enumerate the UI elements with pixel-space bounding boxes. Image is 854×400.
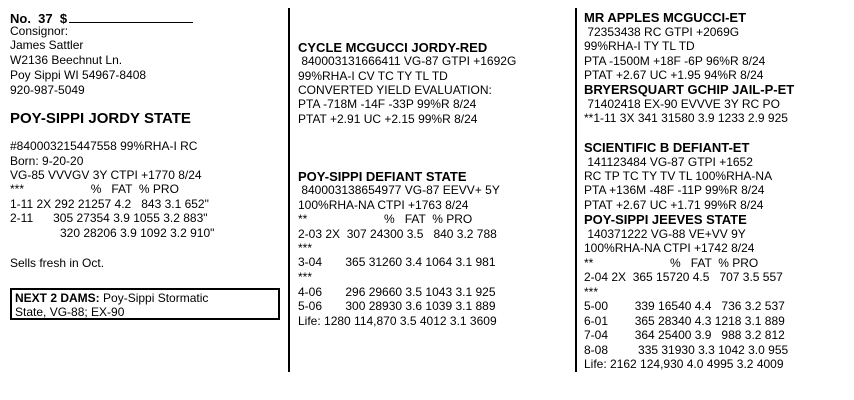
cow-birthdate: Born: 9-20-20 — [10, 154, 84, 168]
cow-name: POY-SIPPI JORDY STATE — [10, 110, 191, 127]
cow-registration: #840003215447558 99%RHA-I RC — [10, 139, 198, 153]
next-dams-box — [10, 288, 280, 320]
dam-record-row: 4-06 296 29660 3.5 1043 3.1 925 — [298, 285, 496, 299]
granddam-record-row: 5-00 339 16540 4.4 736 3.2 537 — [584, 299, 785, 313]
sire-line: PTAT +2.91 UC +2.15 99%R 8/24 — [298, 112, 478, 126]
price-blank — [69, 11, 193, 23]
next-dams-line-1 — [15, 292, 208, 305]
granddam-record-row: 7-04 364 25400 3.9 988 3.2 812 — [584, 328, 785, 342]
dam-record-row: 2-03 2X 307 24300 3.5 840 3.2 788 — [298, 227, 497, 241]
paternal-grandsire-line: 72353438 RC GTPI +2069G — [584, 25, 740, 39]
dam-name: POY-SIPPI DEFIANT STATE — [298, 169, 467, 184]
maternal-grandsire-line: 141123484 VG-87 GTPI +1652 — [584, 155, 753, 169]
record-row: 2-11 305 27354 3.9 1055 3.2 883" — [10, 211, 208, 225]
maternal-granddam-line: 140371222 VG-88 VE+VV 9Y — [584, 227, 746, 241]
dam-records-header: ** % FAT % PRO — [298, 212, 473, 226]
consignor-label: Consignor: — [10, 24, 69, 38]
consignor-address-1: W2136 Beechnut Ln. — [10, 53, 123, 67]
paternal-granddam-line: **1-11 3X 341 31580 3.9 1233 2.9 925 — [584, 111, 788, 125]
dam-record-stars: *** — [298, 270, 313, 284]
dam-line: 100%RHA-NA CTPI +1763 8/24 — [298, 198, 469, 212]
sire-line: 840003131666411 VG-87 GTPI +1692G — [298, 54, 517, 68]
records-header: *** % FAT % PRO — [10, 182, 179, 196]
column-divider-left — [288, 8, 290, 372]
dam-record-row: 3-04 365 31260 3.4 1064 3.1 981 — [298, 255, 496, 269]
sire-line: PTA -718M -14F -33P 99%R 8/24 — [298, 97, 477, 111]
maternal-grandsire-line: PTAT +2.67 UC +1.71 99%R 8/24 — [584, 198, 764, 212]
dam-record-row: 5-06 300 28930 3.6 1039 3.1 889 — [298, 299, 496, 313]
consignor-address-2: Poy Sippi WI 54967-8408 — [10, 68, 147, 82]
next-dams-text-1: Poy-Sippi Stormatic — [99, 291, 209, 305]
paternal-granddam-name: BRYERSQUART GCHIP JAIL-P-ET — [584, 82, 795, 97]
granddam-record-stars: *** — [584, 285, 599, 299]
maternal-grandsire-line: RC TP TC TY TV TL 100%RHA-NA — [584, 169, 773, 183]
sire-line: 99%RHA-I CV TC TY TL TD — [298, 69, 448, 83]
next-dams-text-2: State, VG-88; EX-90 — [15, 305, 125, 319]
cow-classification: VG-85 VVVGV 3Y CTPI +1770 8/24 — [10, 168, 202, 182]
sire-line: CONVERTED YIELD EVALUATION: — [298, 83, 492, 97]
sire-name: CYCLE MCGUCCI JORDY-RED — [298, 40, 488, 55]
dam-lifetime-record: Life: 1280 114,870 3.5 4012 3.1 3609 — [298, 314, 497, 328]
consignor-phone: 920-987-5049 — [10, 83, 85, 97]
dam-line: 840003138654977 VG-87 EEVV+ 5Y — [298, 183, 500, 197]
column-divider-right — [575, 8, 577, 372]
granddam-record-row: 8-08 335 31930 3.3 1042 3.0 955 — [584, 343, 789, 357]
next-dams-label: NEXT 2 DAMS: — [15, 291, 100, 305]
paternal-grandsire-line: 99%RHA-I TY TL TD — [584, 39, 695, 53]
lot-number-line — [10, 11, 193, 25]
maternal-granddam-line: 100%RHA-NA CTPI +1742 8/24 — [584, 241, 755, 255]
record-row: 1-11 2X 292 21257 4.2 843 3.1 652" — [10, 197, 209, 211]
paternal-grandsire-line: PTA -1500M +18F -6P 96%R 8/24 — [584, 54, 766, 68]
paternal-granddam-line: 71402418 EX-90 EVVVE 3Y RC PO — [584, 97, 780, 111]
record-row: 320 28206 3.9 1092 3.2 910" — [10, 226, 215, 240]
consignor-name: James Sattler — [10, 38, 84, 52]
granddam-records-header: ** % FAT % PRO — [584, 256, 759, 270]
granddam-lifetime-record: Life: 2162 124,930 4.0 4995 3.2 4009 — [584, 357, 784, 371]
paternal-grandsire-name: MR APPLES MCGUCCI-ET — [584, 10, 747, 25]
maternal-grandsire-line: PTA +136M -48F -11P 99%R 8/24 — [584, 183, 765, 197]
maternal-grandsire-name: SCIENTIFIC B DEFIANT-ET — [584, 140, 750, 155]
granddam-record-row: 6-01 365 28340 4.3 1218 3.1 889 — [584, 314, 785, 328]
granddam-record-row: 2-04 2X 365 15720 4.5 707 3.5 557 — [584, 270, 783, 284]
sale-note: Sells fresh in Oct. — [10, 256, 105, 270]
maternal-granddam-name: POY-SIPPI JEEVES STATE — [584, 212, 747, 227]
dam-record-stars: *** — [298, 241, 313, 255]
lot-number: No. 37 $ — [10, 11, 68, 26]
paternal-grandsire-line: PTAT +2.67 UC +1.95 94%R 8/24 — [584, 68, 764, 82]
